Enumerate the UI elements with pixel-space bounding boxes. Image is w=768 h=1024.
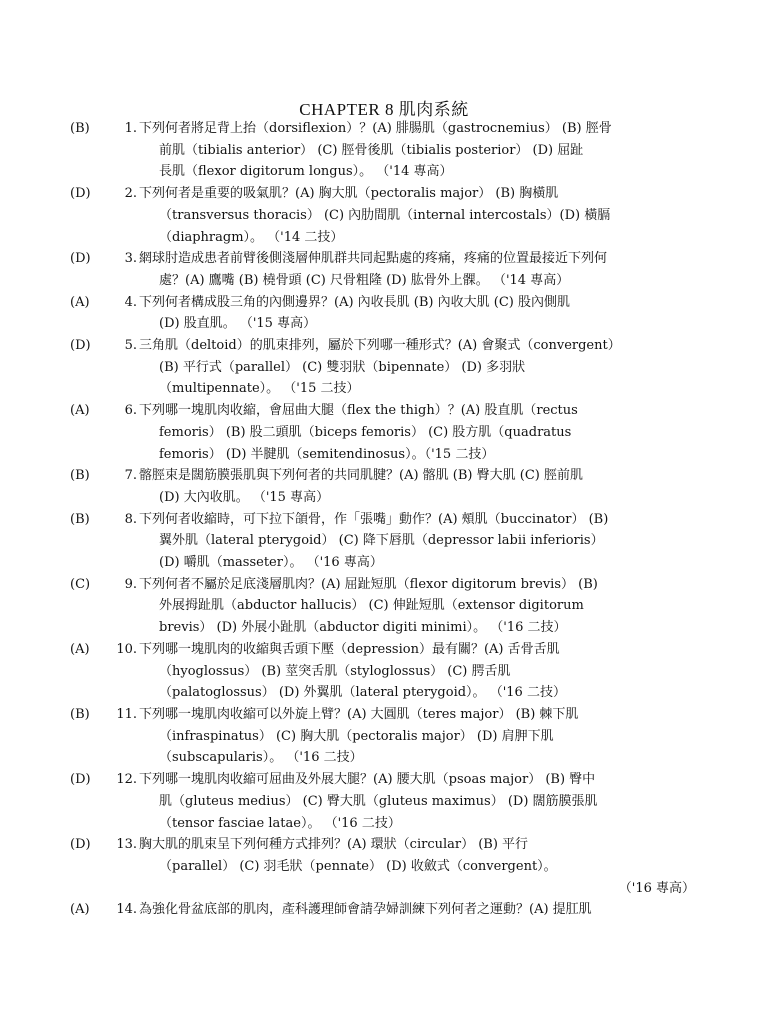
question-text [137,335,695,400]
question-number: 9. [124,576,137,592]
question-line: brevis） (D) 外展小趾肌（abductor digiti minimi）。 （'16 二技） [159,620,567,636]
question-line: femoris） (B) 股二頭肌（biceps femoris） (C) 股方肌（quadratus [159,424,572,440]
question-line: 下列何者將足背上抬（dorsiflexion）？(A) 腓腸肌（gastrocnemius） (B) 脛骨 [139,121,612,136]
question-line: （palatoglossus） (D) 外翼肌（lateral pterygoid）。 （'16 二技） [159,685,566,701]
question-line: 下列哪一塊肌肉收縮，會屈曲大腿（flex the thigh）？(A) 股直肌（rectus [139,403,578,419]
answer-key: (A) [70,902,90,918]
question-line: 髂脛束是闊筋膜張肌與下列何者的共同肌腱？(A) 髂肌 (B) 臀大肌 (C) 脛前肌 [139,468,583,484]
question-item [70,292,695,335]
answer-key: (D) [70,772,91,788]
answer-key: (D) [70,837,91,853]
question-item [70,639,695,704]
answer-key: (D) [70,186,91,202]
question-number: 1. [124,121,137,136]
question-line: (D) 嚼肌（masseter）。 （'16 專高） [159,555,383,571]
question-line: （hyoglossus） (B) 莖突舌肌（styloglossus） (C) 腭舌肌 [159,663,511,679]
question-text [137,704,695,769]
question-line: (B) 平行式（parallel） (C) 雙羽狀（bipennate） (D) 多羽狀 [159,359,526,375]
question-text [137,248,695,291]
question-text [137,183,695,248]
question-line: （subscapularis）。 （'16 二技） [159,750,363,766]
question-text [137,292,695,335]
question-number: 13. [116,837,137,853]
question-line: （'16 專高） [618,880,695,896]
question-item [70,118,695,183]
question-number: 10. [116,641,137,657]
question-line: （multipennate）。 （'15 二技） [159,381,360,397]
question-number: 2. [124,186,137,202]
question-line: 下列哪一塊肌肉收縮可屈曲及外展大腿？(A) 腰大肌（psoas major） (B) 臀中 [139,772,596,788]
answer-key: (D) [70,338,91,354]
question-item [70,248,695,291]
answer-key: (A) [70,641,90,657]
question-item [70,899,695,921]
question-line: 前肌（tibialis anterior） (C) 脛骨後肌（tibialis posterior） (D) 屈趾 [159,142,584,158]
question-item [70,183,695,248]
question-text [137,509,695,574]
question-line: 處？(A) 鷹嘴 (B) 橈骨頭 (C) 尺骨粗隆 (D) 肱骨外上髁。 （'14 專高） [159,272,570,288]
answer-key: (A) [70,403,90,419]
question-number: 14. [116,902,137,918]
question-number: 5. [124,338,137,354]
question-line: 下列何者構成股三角的內側邊界？(A) 內收長肌 (B) 內收大肌 (C) 股內側肌 [139,294,570,310]
question-line: 下列哪一塊肌肉收縮可以外旋上臂？(A) 大圓肌（teres major） (B) 棘下肌 [139,706,579,722]
question-number: 3. [124,251,137,267]
question-text [137,465,695,508]
question-text [137,769,695,834]
question-text [137,834,695,899]
question-item [70,465,695,508]
answer-key: (B) [70,468,90,484]
question-line: femoris） (D) 半腱肌（semitendinosus）。（'15 二技） [159,446,495,462]
question-line: 胸大肌的肌束呈下列何種方式排列？(A) 環狀（circular） (B) 平行 [139,837,529,853]
question-item [70,834,695,899]
question-line: 長肌（flexor digitorum longus）。 （'14 專高） [159,164,453,180]
question-number: 12. [116,772,137,788]
question-text [137,400,695,465]
question-item [70,335,695,400]
question-line: （tensor fasciae latae）。 （'16 二技） [159,815,401,831]
question-line: 為強化骨盆底部的肌肉，產科護理師會請孕婦訓練下列何者之運動？(A) 提肛肌 [139,902,592,918]
question-text [137,899,695,921]
answer-key: (B) [70,706,90,722]
question-line: 網球肘造成患者前臂後側淺層伸肌群共同起點處的疼痛，疼痛的位置最接近下列何 [139,251,608,267]
question-number: 4. [124,294,137,310]
question-text [137,574,695,639]
question-number: 11. [116,706,137,722]
question-line: 肌（gluteus medius） (C) 臀大肌（gluteus maximus） (D) 闊筋膜張肌 [159,793,598,809]
question-line: （diaphragm）。 （'14 二技） [159,229,344,245]
question-line: （transversus thoracis） (C) 內肋間肌（internal intercostals）(D) 橫膈 [159,207,611,223]
question-list [70,118,695,921]
question-item [70,704,695,769]
answer-key: (B) [70,121,90,136]
question-text [137,118,695,183]
question-item [70,769,695,834]
question-line: 三角肌（deltoid）的肌束排列，屬於下列哪一種形式？(A) 會聚式（convergent） [139,338,621,354]
question-line: （infraspinatus） (C) 胸大肌（pectoralis major） (D) 肩胛下肌 [159,728,554,744]
question-text [137,639,695,704]
question-line: 翼外肌（lateral pterygoid） (C) 降下唇肌（depressor labii inferioris） [159,533,604,549]
question-line: (D) 股直肌。 （'15 專高） [159,316,317,332]
question-line: 下列哪一塊肌肉的收縮與舌頭下壓（depression）最有關？(A) 舌骨舌肌 [139,641,560,657]
answer-key: (D) [70,251,91,267]
question-item [70,400,695,465]
question-number: 6. [124,403,137,419]
question-line: 下列何者收縮時，可下拉下頜骨，作「張嘴」動作？(A) 頰肌（buccinator） (B) [139,511,609,527]
question-number: 7. [124,468,137,484]
answer-key: (C) [70,576,91,592]
question-line: 下列何者不屬於足底淺層肌肉？(A) 屈趾短肌（flexor digitorum brevis） (B) [139,576,598,592]
question-item [70,509,695,574]
page-title: CHAPTER 8 肌肉系統 [299,100,469,119]
question-line: （parallel） (C) 羽毛狀（pennate） (D) 收斂式（convergent）。 [159,858,557,874]
answer-key: (A) [70,294,90,310]
question-line: 外展拇趾肌（abductor hallucis） (C) 伸趾短肌（extensor digitorum [159,598,584,614]
answer-key: (B) [70,511,90,527]
question-line: 下列何者是重要的吸氣肌？(A) 胸大肌（pectoralis major） (B) 胸橫肌 [139,186,559,202]
question-number: 8. [124,511,137,527]
question-line: (D) 大內收肌。 （'15 專高） [159,489,330,505]
question-item [70,574,695,639]
